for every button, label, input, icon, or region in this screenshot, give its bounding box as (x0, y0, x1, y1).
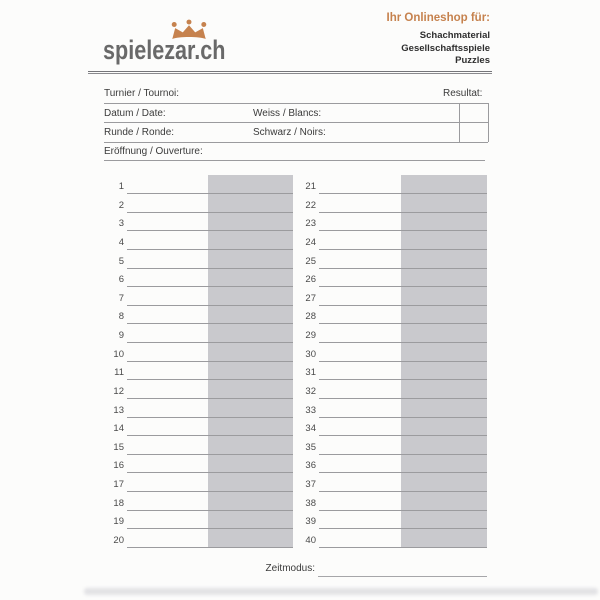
black-player-label: Schwarz / Noirs: (253, 127, 326, 138)
move-row (103, 231, 293, 250)
move-number: 38 (305, 497, 316, 509)
move-entry-line (319, 379, 487, 399)
move-number: 24 (305, 236, 316, 248)
move-entry-line (127, 268, 293, 288)
move-entry-line (319, 268, 487, 288)
tournament-input-line (104, 103, 488, 104)
move-row (103, 529, 293, 548)
move-entry-line (319, 398, 487, 418)
move-row (103, 324, 293, 343)
move-entry-line (127, 491, 293, 511)
move-number: 26 (305, 274, 316, 286)
move-row (295, 418, 487, 437)
move-entry-line (319, 528, 487, 548)
move-entry-line (127, 342, 293, 362)
move-number: 25 (305, 255, 316, 267)
move-entry-line (319, 305, 487, 325)
move-number: 18 (113, 497, 124, 509)
opening-label: Eröffnung / Ouverture: (104, 146, 203, 157)
move-row (103, 436, 293, 455)
move-entry-line (127, 361, 293, 381)
time-control-label: Zeitmodus: (265, 563, 315, 574)
move-number: 17 (113, 479, 124, 491)
shop-category-schachmaterial: Schachmaterial (419, 30, 490, 41)
move-entry-line (127, 510, 293, 530)
move-entry-line (319, 491, 487, 511)
move-row (295, 343, 487, 362)
move-entry-line (319, 323, 487, 343)
move-number: 27 (305, 292, 316, 304)
move-row (295, 529, 487, 548)
move-entry-line (127, 398, 293, 418)
move-entry-line (127, 212, 293, 232)
move-row (103, 175, 293, 194)
move-number: 10 (113, 348, 124, 360)
move-entry-line (127, 528, 293, 548)
move-entry-line (319, 212, 487, 232)
header-divider (88, 71, 492, 74)
move-entry-line (127, 472, 293, 492)
move-row (295, 287, 487, 306)
move-entry-line (319, 510, 487, 530)
date-label: Datum / Date: (104, 107, 166, 119)
move-number: 29 (305, 330, 316, 342)
move-number: 22 (305, 199, 316, 211)
move-number: 15 (113, 441, 124, 453)
move-row (103, 213, 293, 232)
move-row (295, 269, 487, 288)
page-bottom-shadow (84, 588, 598, 595)
move-number: 39 (305, 516, 316, 528)
shop-info (387, 12, 491, 68)
move-row (295, 250, 487, 269)
date-white-input-line (104, 122, 488, 123)
move-number: 8 (118, 311, 124, 323)
move-number: 4 (118, 236, 124, 248)
move-number: 1 (118, 181, 124, 193)
move-entry-line (127, 454, 293, 474)
move-entry-line (127, 435, 293, 455)
shop-category-gesellschaftsspiele: Gesellschaftsspiele (401, 42, 490, 54)
move-row (103, 269, 293, 288)
move-row (103, 455, 293, 474)
move-row (103, 287, 293, 306)
move-row (103, 250, 293, 269)
result-label: Resultat: (443, 88, 483, 99)
opening-input-line (104, 160, 485, 161)
move-entry-line (319, 249, 487, 269)
move-number: 13 (113, 404, 124, 416)
white-player-label: Weiss / Blancs: (253, 107, 322, 119)
move-entry-line (127, 286, 293, 306)
move-number: 32 (305, 385, 316, 397)
move-number: 31 (305, 367, 316, 379)
move-number: 20 (113, 534, 124, 546)
move-number: 36 (305, 460, 316, 472)
move-number: 3 (118, 218, 124, 230)
move-row (295, 362, 487, 381)
move-entry-line (319, 435, 487, 455)
move-entry-line (127, 174, 293, 194)
move-number: 19 (113, 516, 124, 528)
move-number: 21 (305, 181, 316, 193)
shop-category-puzzles: Puzzles (455, 55, 490, 66)
move-entry-line (127, 249, 293, 269)
move-row (103, 399, 293, 418)
brand-logo: spielezar.ch (103, 35, 226, 65)
move-number: 14 (113, 423, 124, 435)
move-number: 35 (305, 441, 316, 453)
move-row (295, 231, 487, 250)
result-box-right-edge (488, 103, 489, 142)
move-entry-line (319, 472, 487, 492)
move-number: 40 (305, 534, 316, 546)
time-control-input-line (318, 576, 487, 577)
move-row (103, 306, 293, 325)
move-entry-line (319, 174, 487, 194)
tournament-label: Turnier / Tournoi: (104, 88, 180, 99)
move-number: 33 (305, 404, 316, 416)
move-entry-line (319, 193, 487, 213)
move-entry-line (319, 286, 487, 306)
move-row (103, 380, 293, 399)
move-row (295, 194, 487, 213)
move-entry-line (127, 323, 293, 343)
move-row (295, 175, 487, 194)
round-black-input-line (104, 142, 488, 143)
move-entry-line (127, 305, 293, 325)
shop-tagline: Ihr Onlineshop für: (386, 12, 490, 24)
round-label: Runde / Ronde: (104, 127, 175, 138)
move-number: 5 (118, 255, 124, 267)
move-row (103, 343, 293, 362)
move-entry-line (127, 193, 293, 213)
move-row (295, 399, 487, 418)
move-row (103, 362, 293, 381)
move-number: 34 (305, 423, 316, 435)
move-row (295, 324, 487, 343)
move-entry-line (127, 230, 293, 250)
move-row (103, 194, 293, 213)
move-column-21-40 (295, 175, 487, 548)
move-number: 28 (305, 311, 316, 323)
move-row (295, 511, 487, 530)
move-entry-line (319, 417, 487, 437)
move-entry-line (319, 454, 487, 474)
move-entry-line (319, 361, 487, 381)
move-number: 2 (118, 199, 124, 211)
move-number: 16 (113, 460, 124, 472)
move-row (103, 492, 293, 511)
move-number: 6 (118, 274, 124, 286)
move-row (295, 436, 487, 455)
move-number: 9 (118, 330, 124, 342)
move-row (103, 511, 293, 530)
move-row (295, 306, 487, 325)
move-column-1-20 (103, 175, 293, 548)
move-number: 12 (113, 385, 124, 397)
move-row (295, 492, 487, 511)
move-number: 23 (305, 218, 316, 230)
move-entry-line (127, 417, 293, 437)
move-row (295, 213, 487, 232)
move-entry-line (319, 230, 487, 250)
move-row (295, 455, 487, 474)
move-number: 37 (305, 479, 316, 491)
move-entry-line (127, 379, 293, 399)
move-row (295, 380, 487, 399)
result-box-divider (459, 103, 460, 142)
move-number: 11 (114, 367, 124, 379)
move-number: 30 (305, 348, 316, 360)
move-entry-line (319, 342, 487, 362)
move-row (295, 473, 487, 492)
move-row (103, 418, 293, 437)
move-number: 7 (118, 292, 124, 304)
move-row (103, 473, 293, 492)
